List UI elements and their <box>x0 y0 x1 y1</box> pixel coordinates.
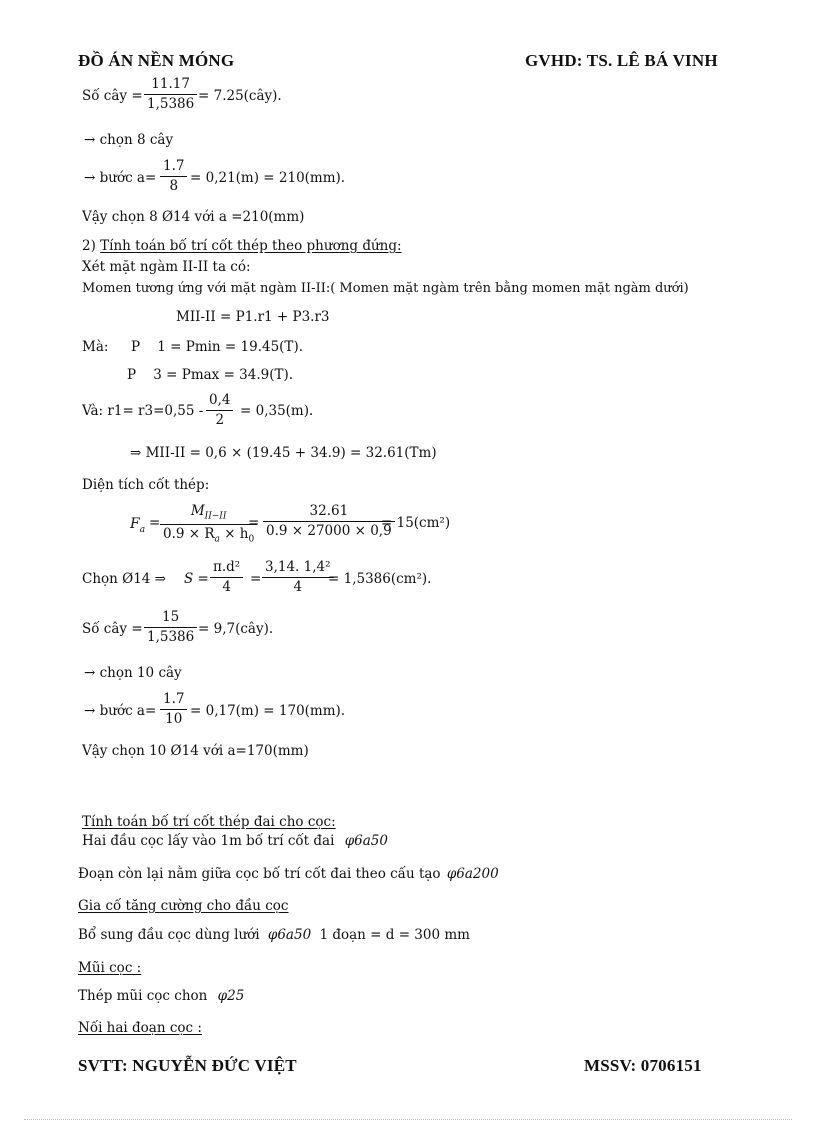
fraction-denominator: 10 <box>165 710 183 727</box>
fa-letter: F <box>130 516 140 532</box>
fraction-denominator: 1,5386 <box>147 95 195 112</box>
doan-con-text: Đoạn còn lại nằm giữa cọc bố trí cốt đai theo cấu tạo <box>78 866 441 882</box>
header-right: GVHD: TS. LÊ BÁ VINH <box>525 51 718 70</box>
thep-mui-line <box>78 990 244 1004</box>
thep-mui-symbol: φ25 <box>217 988 245 1004</box>
equals-sign: = <box>250 571 262 587</box>
va-label: Và: r1= r3=0,55 - <box>82 403 204 419</box>
fa-fraction-symbolic <box>160 503 260 545</box>
bo-sung-line <box>78 929 470 943</box>
bo-sung-tail: 1 đoạn = d = 300 mm <box>319 927 470 943</box>
header-left: ĐỒ ÁN NỀN MÓNG <box>78 51 235 70</box>
hai-dau-text: Hai đầu cọc lấy vào 1m bố trí cốt đai <box>82 833 335 849</box>
fraction-denominator: 2 <box>215 411 225 428</box>
s-fraction-symbolic <box>210 561 243 594</box>
fraction-numerator: 0,4 <box>209 392 231 408</box>
doan-con-line <box>78 868 499 882</box>
fraction-numerator: 1.7 <box>163 691 185 707</box>
so-cay-result-1: = 7.25(cây). <box>198 88 282 104</box>
p1-line: P 1 = Pmin = 19.45(T). <box>131 339 303 355</box>
hai-dau-line <box>82 835 388 849</box>
bo-sung-symbol: φ6a50 <box>267 927 312 943</box>
chon-10-cay: → chọn 10 cây <box>84 665 182 681</box>
s-label: S = <box>184 571 209 587</box>
fraction-denominator: 8 <box>169 177 179 194</box>
thep-mui-text: Thép mũi cọc chon <box>78 988 208 1004</box>
vay-chon-10: Vậy chọn 10 Ø14 với a=170(mm) <box>82 743 309 759</box>
ma-label: Mà: <box>82 339 109 355</box>
buoc-fraction-1 <box>160 160 187 193</box>
mii-result: ⇒ MII-II = 0,6 × (19.45 + 34.9) = 32.61(Tm) <box>130 445 437 461</box>
chon-phi14-label: Chọn Ø14 ⇒ <box>82 571 166 587</box>
vay-chon-8: Vậy chọn 8 Ø14 với a =210(mm) <box>82 209 305 225</box>
doan-con-symbol: φ6a200 <box>446 866 499 882</box>
fraction-denominator: 0.9 × 27000 × 0,9 <box>266 522 392 539</box>
fa-result: = 15(cm²) <box>381 515 451 531</box>
dien-tich-label: Diện tích cốt thép: <box>82 477 210 493</box>
buoc-label-2: → bước a= <box>84 703 157 719</box>
formula-mii: MII-II = P1.r1 + P3.r3 <box>176 309 330 325</box>
footer-right: MSSV: 0706151 <box>584 1056 702 1075</box>
fraction-denominator: 1,5386 <box>147 628 195 645</box>
fraction-denominator: 4 <box>293 578 303 595</box>
xet-mat-ngam: Xét mặt ngàm II-II ta có: <box>82 259 251 275</box>
va-result: = 0,35(m). <box>240 403 314 419</box>
chon-8-cay: → chọn 8 cây <box>84 132 174 148</box>
section-2-title: Tính toán bố trí cốt thép theo phương đứng: <box>100 238 402 254</box>
fa-fraction-numeric <box>263 505 395 538</box>
s-result: = 1,5386(cm²). <box>328 571 432 587</box>
fa-symbol <box>130 517 145 535</box>
s-fraction-numeric <box>262 561 334 594</box>
p3-line: P 3 = Pmax = 34.9(T). <box>127 367 294 383</box>
so-cay-label-1: Số cây = <box>82 88 143 104</box>
footer-left: SVTT: NGUYỄN ĐỨC VIỆT <box>78 1056 297 1075</box>
fraction-numerator: π.d² <box>213 559 241 575</box>
fraction-numerator: 3,14. 1,4² <box>265 559 331 575</box>
equals-sign: = <box>248 515 260 531</box>
gia-co-heading: Gia cố tăng cường cho đầu cọc <box>78 898 289 914</box>
fraction-denominator: $0.9 \times R_a \times h_0$ <box>163 525 255 545</box>
fraction-numerator: $M_{II-II}$ <box>190 503 227 522</box>
fa-subscript: a <box>139 524 146 535</box>
so-cay-result-2: = 9,7(cây). <box>198 621 274 637</box>
fraction-denominator: 4 <box>222 578 231 595</box>
fraction-numerator: 32.61 <box>309 503 349 519</box>
so-cay-fraction-1 <box>144 78 197 111</box>
hai-dau-symbol: φ6a50 <box>344 833 388 849</box>
buoc-fraction-2 <box>160 693 187 726</box>
buoc-label-1: → bước a= <box>84 170 157 186</box>
so-cay-label-2: Số cây = <box>82 621 143 637</box>
buoc-result-2: = 0,17(m) = 170(mm). <box>190 703 346 719</box>
momen-text: Momen tương ứng với mặt ngàm II-II:( Momen mặt ngàm trên bằng momen mặt ngàm dưới) <box>82 281 689 296</box>
mui-coc-heading: Mũi cọc : <box>78 960 142 976</box>
fraction-numerator: 11.17 <box>151 76 190 92</box>
bottom-dotted-rule <box>24 1119 792 1120</box>
buoc-result-1: = 0,21(m) = 210(mm). <box>190 170 346 186</box>
fraction-numerator: 1.7 <box>163 158 185 174</box>
section-2-heading <box>82 240 402 254</box>
bo-sung-text: Bổ sung đầu cọc dùng lưới <box>78 927 260 943</box>
section-dai-heading: Tính toán bố trí cốt thép đai cho cọc: <box>82 814 336 830</box>
section-2-number: 2) <box>82 238 96 254</box>
fraction-numerator: 15 <box>162 609 180 625</box>
noi-hai-heading: Nối hai đoạn cọc : <box>78 1020 202 1036</box>
va-fraction <box>206 394 233 427</box>
equals-sign: = <box>149 515 161 531</box>
so-cay-fraction-2 <box>144 611 197 644</box>
